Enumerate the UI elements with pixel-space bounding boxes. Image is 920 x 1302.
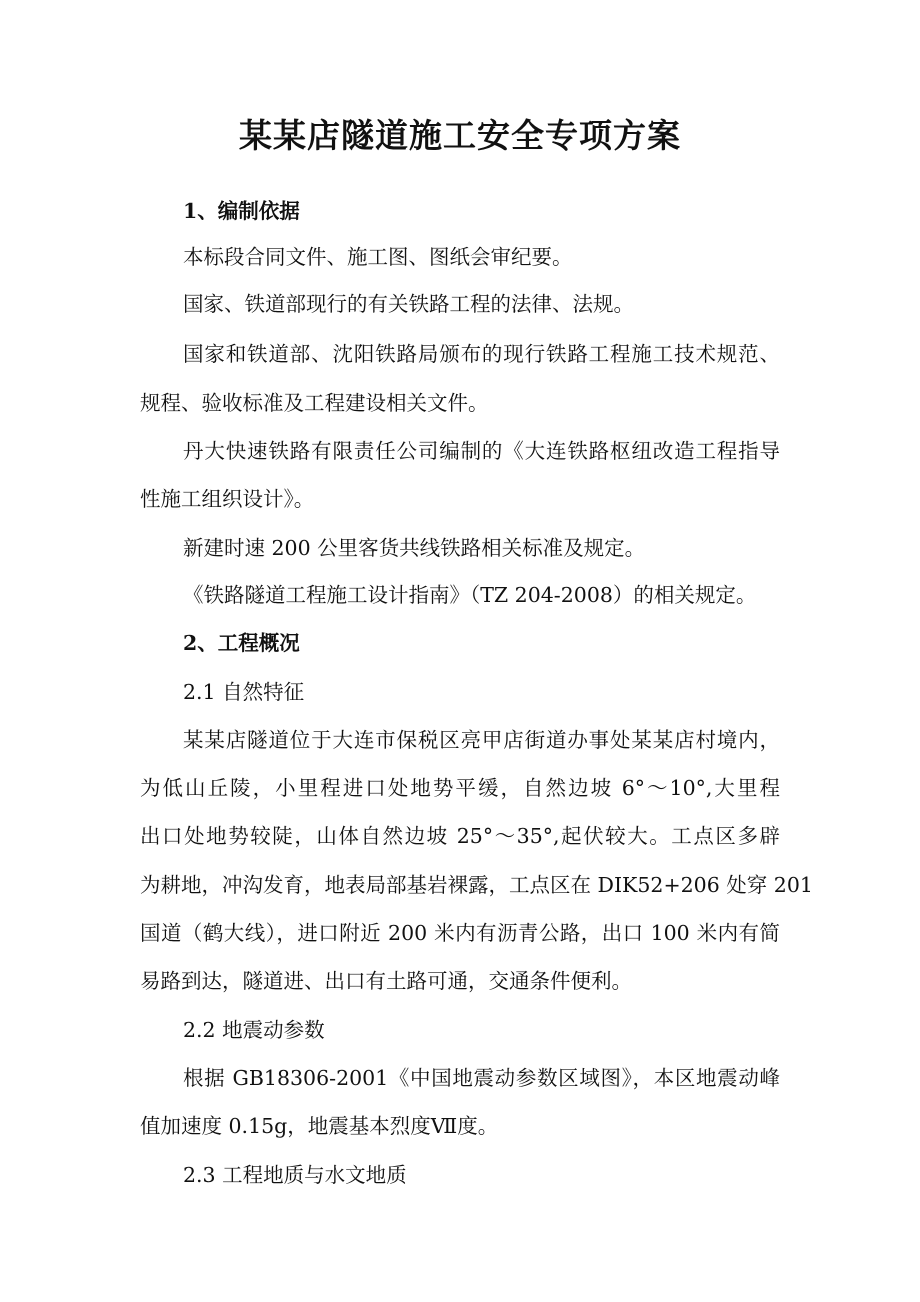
paragraph-line: 国家和铁道部、沈阳铁路局颁布的现行铁路工程施工技术规范、 bbox=[183, 342, 780, 366]
subsection-heading-2-3: 2.3 工程地质与水文地质 bbox=[183, 1163, 407, 1187]
paragraph-line: 本标段合同文件、施工图、图纸会审纪要。 bbox=[183, 245, 573, 269]
paragraph-line: 性施工组织设计》。 bbox=[140, 487, 315, 511]
subsection-heading-2-2: 2.2 地震动参数 bbox=[183, 1018, 325, 1042]
paragraph-line: 为耕地，冲沟发育，地表局部基岩裸露，工点区在 DIK52+206 处穿 201 bbox=[140, 873, 813, 897]
paragraph-line: 规程、验收标准及工程建设相关文件。 bbox=[140, 391, 489, 415]
section-heading-2: 2、工程概况 bbox=[183, 631, 300, 655]
subsection-heading-2-1: 2.1 自然特征 bbox=[183, 680, 305, 704]
paragraph-line: 为低山丘陵，小里程进口处地势平缓，自然边坡 6°～10°,大里程 bbox=[140, 776, 780, 800]
paragraph-line: 国道（鹤大线），进口附近 200 米内有沥青公路，出口 100 米内有简 bbox=[140, 921, 780, 945]
section-heading-1: 1、编制依据 bbox=[183, 199, 300, 223]
paragraph-line: 丹大快速铁路有限责任公司编制的《大连铁路枢纽改造工程指导 bbox=[183, 439, 780, 463]
paragraph-line: 新建时速 200 公里客货共线铁路相关标准及规定。 bbox=[183, 536, 646, 560]
paragraph-line: 根据 GB18306-2001《中国地震动参数区域图》，本区地震动峰 bbox=[183, 1066, 780, 1090]
document-title: 某某店隧道施工安全专项方案 bbox=[239, 116, 681, 155]
paragraph-line: 易路到达，隧道进、出口有土路可通，交通条件便利。 bbox=[140, 969, 632, 993]
paragraph-line: 出口处地势较陡，山体自然边坡 25°～35°,起伏较大。工点区多辟 bbox=[140, 824, 780, 848]
paragraph-line: 国家、铁道部现行的有关铁路工程的法律、法规。 bbox=[183, 292, 634, 316]
paragraph-line: 值加速度 0.15g，地震基本烈度Ⅶ度。 bbox=[140, 1114, 499, 1138]
paragraph-line: 《铁路隧道工程施工设计指南》（TZ 204-2008）的相关规定。 bbox=[183, 583, 757, 607]
paragraph-line: 某某店隧道位于大连市保税区亮甲店街道办事处某某店村境内， bbox=[183, 728, 780, 752]
